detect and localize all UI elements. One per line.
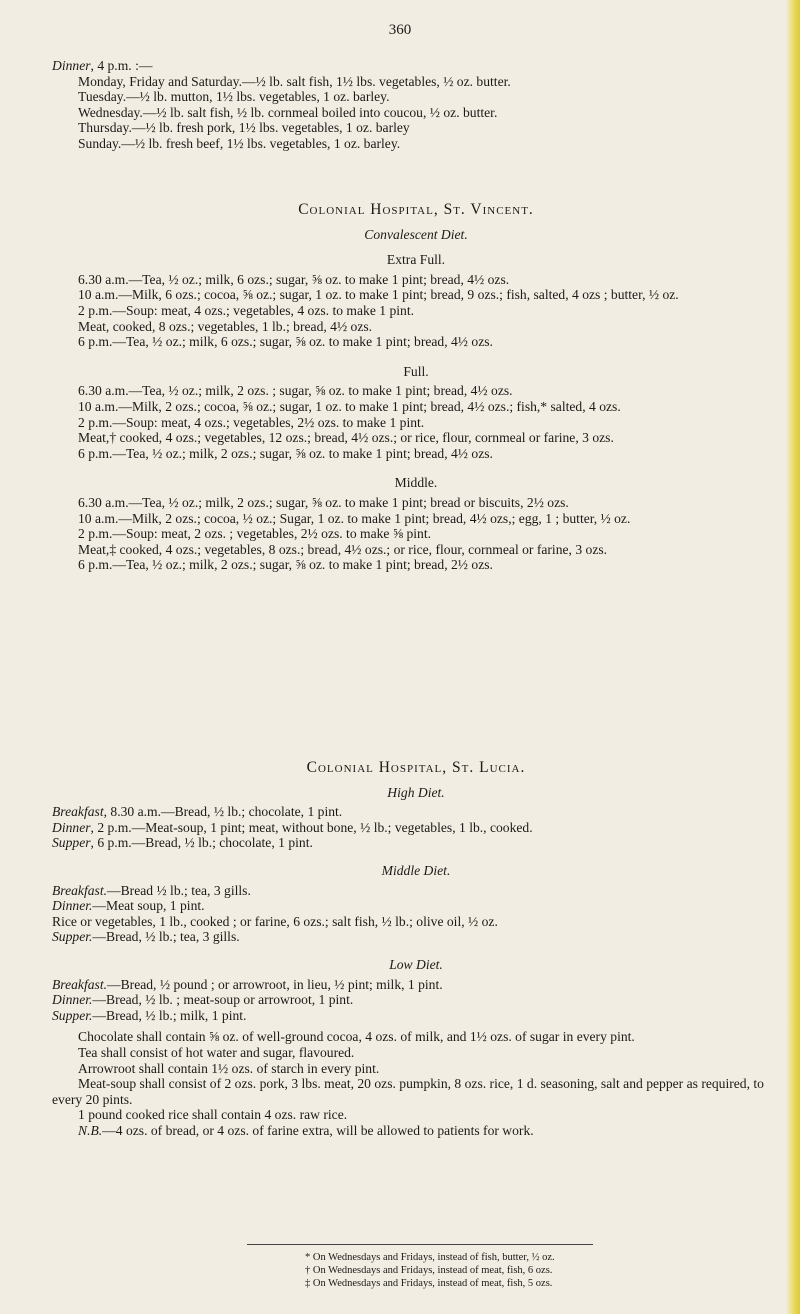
dinner-line: Wednesday.—½ lb. salt fish, ½ lb. cornmeal boiled into coucou, ½ oz. butter. xyxy=(78,104,498,120)
diet-line: 2 p.m.—Soup: meat, 2 ozs. ; vegetables, 2½ ozs. to make ⅝ pint. xyxy=(78,526,432,542)
diet-line: 10 a.m.—Milk, 6 ozs.; cocoa, ⅝ oz.; sugar, 1 oz. to make 1 pint; bread, 9 ozs.; fish, salted, 4 ozs ; butter, ½ oz. xyxy=(78,287,679,303)
diet-heading: Low Diet. xyxy=(389,956,443,972)
diet-line: 6.30 a.m.—Tea, ½ oz.; milk, 6 ozs.; sugar, ⅝ oz. to make 1 pint; bread, 4½ ozs. xyxy=(78,271,510,287)
diet-line: 10 a.m.—Milk, 2 ozs.; cocoa, ⅝ oz.; sugar, 1 oz. to make 1 pint; bread, 4½ ozs.; fish,* salted, 4 ozs. xyxy=(78,398,621,414)
diet-line: Supper, 6 p.m.—Bread, ½ lb.; chocolate, 1 pint. xyxy=(52,835,313,851)
section-title: Colonial Hospital, St. Vincent. xyxy=(298,201,534,218)
diet-line: 6 p.m.—Tea, ½ oz.; milk, 2 ozs.; sugar, ⅝ oz. to make 1 pint; bread, 2½ ozs. xyxy=(78,557,493,573)
st-lucia-section xyxy=(52,760,780,1138)
diet-line: 6 p.m.—Tea, ½ oz.; milk, 2 ozs.; sugar, ⅝ oz. to make 1 pint; bread, 4½ ozs. xyxy=(78,445,493,461)
diet-line: Breakfast.—Bread ½ lb.; tea, 3 gills. xyxy=(52,882,251,898)
diet-heading: High Diet. xyxy=(387,784,445,800)
diet-heading: Full. xyxy=(403,363,429,379)
diet-heading: Middle. xyxy=(394,475,438,491)
diet-line: Breakfast, 8.30 a.m.—Bread, ½ lb.; chocolate, 1 pint. xyxy=(52,804,343,820)
diet-line: Supper.—Bread, ½ lb.; tea, 3 gills. xyxy=(52,929,240,945)
diet-line: 10 a.m.—Milk, 2 ozs.; cocoa, ½ oz.; Sugar, 1 oz. to make 1 pint; bread, 4½ ozs,; egg, 1 ; butter, ½ oz. xyxy=(78,510,631,526)
nb-note: N.B.—4 ozs. of bread, or 4 ozs. of farine extra, will be allowed to patients for work. xyxy=(78,1122,534,1138)
footnote: * On Wednesdays and Fridays, instead of fish, butter, ½ oz. xyxy=(305,1252,555,1263)
diet-line: Dinner.—Bread, ½ lb. ; meat-soup or arrowroot, 1 pint. xyxy=(52,992,354,1008)
footnote-divider xyxy=(247,1244,593,1245)
note-line: 1 pound cooked rice shall contain 4 ozs. raw rice. xyxy=(78,1107,348,1123)
diet-line: 6.30 a.m.—Tea, ½ oz.; milk, 2 ozs.; sugar, ⅝ oz. to make 1 pint; bread or biscuits, 2½ ozs. xyxy=(78,494,569,510)
section-title: Colonial Hospital, St. Lucia. xyxy=(306,759,526,776)
diet-line: Breakfast.—Bread, ½ pound ; or arrowroot, in lieu, ½ pint; milk, 1 pint. xyxy=(52,976,443,992)
footnote: ‡ On Wednesdays and Fridays, instead of meat, fish, 5 ozs. xyxy=(305,1278,553,1289)
footnotes xyxy=(0,1251,800,1290)
diet-line: 6.30 a.m.—Tea, ½ oz.; milk, 2 ozs. ; sugar, ⅝ oz. to make 1 pint; bread, 4½ ozs. xyxy=(78,383,513,399)
diet-line: Dinner, 2 p.m.—Meat-soup, 1 pint; meat, without bone, ½ lb.; vegetables, 1 lb., cooked. xyxy=(52,819,533,835)
diet-line: Supper.—Bread, ½ lb.; milk, 1 pint. xyxy=(52,1007,247,1023)
diet-heading: Extra Full. xyxy=(386,252,446,268)
dinner-line: Monday, Friday and Saturday.—½ lb. salt fish, 1½ lbs. vegetables, ½ oz. butter. xyxy=(78,73,511,89)
diet-line: 6 p.m.—Tea, ½ oz.; milk, 6 ozs.; sugar, ⅝ oz. to make 1 pint; bread, 4½ ozs. xyxy=(78,334,493,350)
dinner-line: Sunday.—½ lb. fresh beef, 1½ lbs. vegetables, 1 oz. barley. xyxy=(78,135,401,151)
diet-heading: Middle Diet. xyxy=(381,862,451,878)
dinner-line: Tuesday.—½ lb. mutton, 1½ lbs. vegetables, 1 oz. barley. xyxy=(78,89,390,105)
note-line: Chocolate shall contain ⅝ oz. of well-ground cocoa, 4 ozs. of milk, and 1½ ozs. of sugar in every pint. xyxy=(78,1029,635,1045)
st-vincent-section xyxy=(52,202,780,573)
dinner-schedule: Dinner, 4 p.m. :— Monday, Friday and Saturday.—½ lb. salt fish, 1½ lbs. vegetables, ½ oz. butter. Tuesday.—½ lb. mutton, 1½ lbs. vegetables, 1 oz. barley. Wednesday.—½ lb. salt fish, ½ lb. cornmeal boiled into coucou, ½ oz. butter. Thursday.—½ lb. fresh pork, 1½ lbs. vegetables, 1 oz. barley Sunday.—½ lb. fresh beef, 1½ lbs. vegetables, 1 oz. barley. xyxy=(52,58,780,152)
footnote: † On Wednesdays and Fridays, instead of meat, fish, 6 ozs. xyxy=(305,1265,553,1276)
diet-line: Meat,‡ cooked, 4 ozs.; vegetables, 8 ozs.; bread, 4½ ozs.; or rice, flour, cornmeal or farine, 3 ozs. xyxy=(78,541,608,557)
dinner-line: Thursday.—½ lb. fresh pork, 1½ lbs. vegetables, 1 oz. barley xyxy=(78,120,410,136)
section-subtitle: Convalescent Diet. xyxy=(364,226,468,242)
diet-line: Rice or vegetables, 1 lb., cooked ; or farine, 6 ozs.; salt fish, ½ lb.; olive oil, ½ oz. xyxy=(52,913,498,929)
diet-line: 2 p.m.—Soup: meat, 4 ozs.; vegetables, 4 ozs. to make 1 pint. xyxy=(78,302,415,318)
page-edge xyxy=(786,0,800,1314)
note-line: Arrowroot shall contain 1½ ozs. of starch in every pint. xyxy=(78,1060,380,1076)
diet-line: 2 p.m.—Soup: meat, 4 ozs.; vegetables, 2½ ozs. to make 1 pint. xyxy=(78,414,425,430)
note-line: Meat-soup shall consist of 2 ozs. pork, 3 lbs. meat, 20 ozs. pumpkin, 8 ozs. rice, 1 d. seasoning, salt and pepper as required, to every 20 pints. xyxy=(52,1076,764,1107)
diet-line: Meat, cooked, 8 ozs.; vegetables, 1 lb.; bread, 4½ ozs. xyxy=(78,318,373,334)
diet-line: Dinner.—Meat soup, 1 pint. xyxy=(52,898,205,914)
dinner-heading: Dinner xyxy=(52,58,91,73)
page-number: 360 xyxy=(388,22,412,38)
diet-line: Meat,† cooked, 4 ozs.; vegetables, 12 ozs.; bread, 4½ ozs.; or rice, flour, cornmeal or farine, 3 ozs. xyxy=(78,430,614,446)
note-line: Tea shall consist of hot water and sugar, flavoured. xyxy=(78,1044,355,1060)
